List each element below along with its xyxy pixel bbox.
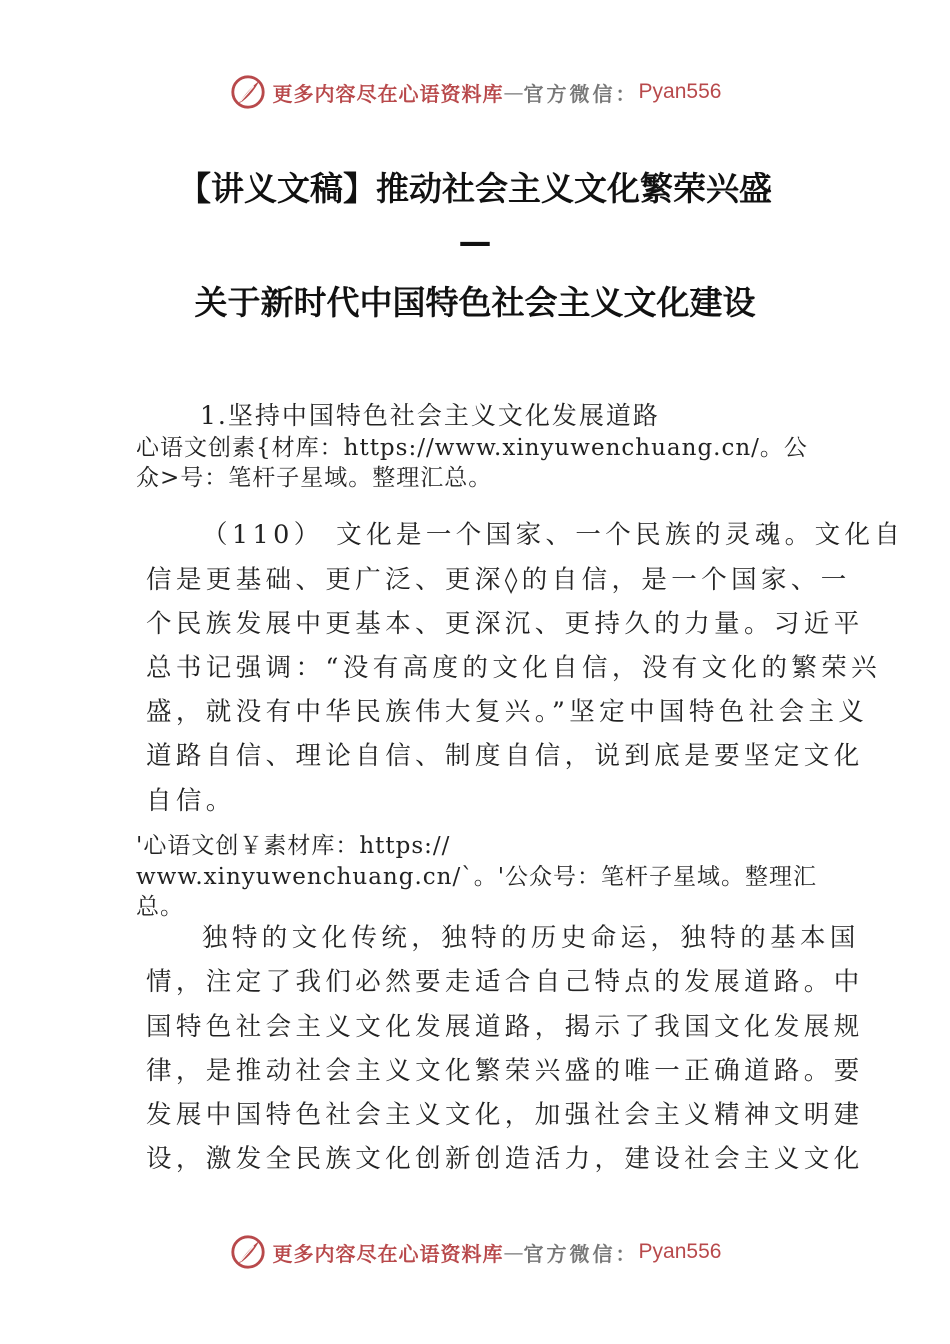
watermark-wechat-id: Pyan556 bbox=[638, 80, 722, 103]
paragraph-line: 情，注定了我们必然要走适合自己特点的发展道路。中 bbox=[146, 967, 864, 997]
watermark-separator: — bbox=[503, 80, 524, 104]
source-note-line: 心语文创素{材库：https://www.xinyuwenchuang.cn/。公 bbox=[136, 435, 808, 461]
feather-logo-icon bbox=[229, 73, 267, 111]
paragraph-line: （110） 文化是一个国家、一个民族的灵魂。文化自 bbox=[202, 520, 905, 550]
paragraph-line: 发展中国特色社会主义文化，加强社会主义精神文明建 bbox=[146, 1100, 864, 1130]
watermark-text: 更多内容尽在心语资料库 bbox=[272, 81, 504, 106]
watermark-banner-top bbox=[0, 72, 950, 112]
paragraph-line: 自信。 bbox=[146, 786, 236, 816]
paragraph-line: 道路自信、理论自信、制度自信，说到底是要坚定文化 bbox=[146, 741, 864, 771]
watermark-text: 更多内容尽在心语资料库 bbox=[272, 1241, 504, 1266]
paragraph-line: 个民族发展中更基本、更深沉、更持久的力量。习近平 bbox=[146, 609, 864, 639]
source-note-line: www.xinyuwenchuang.cn/`。'公众号：笔杆子星域。整理汇 bbox=[136, 864, 818, 890]
paragraph-line: 律，是推动社会主义文化繁荣兴盛的唯一正确道路。要 bbox=[146, 1056, 864, 1086]
watermark-wechat-label: 官方微信： bbox=[523, 1241, 639, 1266]
paragraph-line: 国特色社会主义文化发展道路，揭示了我国文化发展规 bbox=[146, 1012, 864, 1042]
watermark-wechat-label: 官方微信： bbox=[523, 81, 639, 106]
paragraph-line: 设，激发全民族文化创新创造活力，建设社会主义文化 bbox=[146, 1144, 864, 1174]
title-line-1: 【讲义文稿】推动社会主义文化繁荣兴盛 bbox=[178, 169, 772, 208]
title-dash: — bbox=[458, 222, 492, 261]
watermark-separator: — bbox=[503, 1240, 524, 1264]
watermark-banner-bottom bbox=[0, 1232, 950, 1272]
paragraph-line: 信是更基础、更广泛、更深◊的自信，是一个国家、一 bbox=[146, 565, 851, 595]
paragraph-line: 总书记强调：“没有高度的文化自信，没有文化的繁荣兴 bbox=[146, 653, 882, 683]
section-heading: 1.坚持中国特色社会主义文化发展道路 bbox=[200, 401, 660, 430]
feather-logo-icon bbox=[229, 1233, 267, 1271]
source-note-line: '心语文创￥素材库：https:// bbox=[136, 833, 451, 859]
source-note-line: 总。 bbox=[136, 894, 184, 920]
paragraph-line: 独特的文化传统，独特的历史命运，独特的基本国 bbox=[202, 923, 860, 953]
title-line-2: 关于新时代中国特色社会主义文化建设 bbox=[194, 283, 756, 322]
source-note-line: 众>号：笔杆子星域。整理汇总。 bbox=[136, 465, 493, 491]
paragraph-line: 盛，就没有中华民族伟大复兴。”坚定中国特色社会主义 bbox=[146, 697, 869, 727]
watermark-wechat-id: Pyan556 bbox=[638, 1240, 722, 1263]
